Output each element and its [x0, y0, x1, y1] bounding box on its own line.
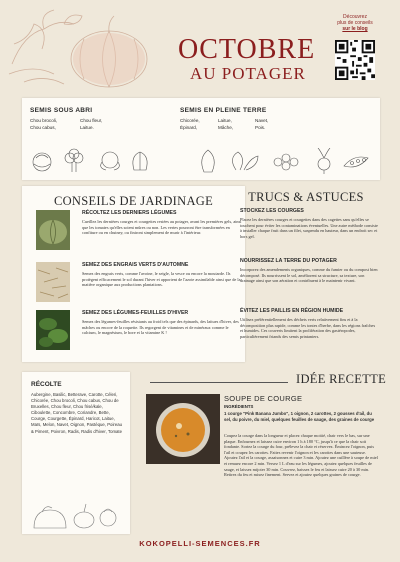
recolte-panel — [22, 372, 130, 534]
recipe-title: SOUPE DE COURGE — [224, 394, 303, 403]
seeds-photo — [36, 262, 70, 302]
semis-abri-col1 — [30, 118, 57, 131]
list-item: Chou cabus, — [30, 124, 56, 130]
semis-pleine-terre-col3 — [255, 118, 268, 131]
soup-photo — [146, 394, 220, 464]
ingredients-label: INGRÉDIENTS — [224, 404, 254, 409]
vegetable-sketches — [28, 148, 374, 174]
tip-title: STOCKEZ LES COURGES — [240, 208, 304, 214]
spinach-photo — [36, 310, 70, 350]
pumpkin-illustration — [4, 4, 164, 92]
pumpkin-photo — [36, 210, 70, 250]
recolte-list: Aubergine, Basilic, Betterave, Carotte, Céleri, Chicorée, Chou brocoli, Chou cabus, Chou de Bruxelles, Chou fleur, Chou frisé/kale, Ciboulette, Concombre, Coriandre, Bette, Courge, Courgette, Épinard, Haricot, Laitue, Maïs, Melon, Navet, Oignon, Pastèque, Poireau & Piment, Poivron, Radis, Radis d'hiver, Tomate — [31, 392, 123, 434]
tip-item — [240, 208, 378, 239]
list-item: Pois. — [255, 124, 266, 130]
tip-text: Placez les dernières courges et courgettes dans des cagettes sans qu'elles se touchent pour éviter les contaminations éventuelles. Une autre méthode consiste à installer chaque fruit dans un filet, suspendu en hauteur, dans un endroit sec et hors gel. — [240, 217, 378, 239]
qr-caption — [330, 14, 380, 32]
list-item: Épinard, — [180, 124, 198, 130]
qr-caption-line: Découvrez — [343, 14, 367, 20]
tip-title: ÉVITEZ LES PAILLIS EN RÉGION HUMIDE — [240, 308, 344, 314]
list-item: Laitue, — [218, 118, 232, 123]
chicory-icon — [202, 150, 215, 172]
advice-text: Semez des légumes-feuilles résistants au froid tels que des épinards, des laitues d'hiver, des mâches ou encore de la roquette. Ils regorgent de vitamines et de minéraux comme le calcium, le magnésium, le bore et la vitamine K ! — [82, 319, 239, 336]
header — [0, 0, 400, 92]
tip-item — [240, 308, 378, 339]
recipe-instructions: Coupez la courge dans la longueur et placez chaque moitié, chair vers le bas, sur une plaque. Enfournez et laissez cuire environ 1 h à 180 °C, jusqu'à ce que la chair soit fondante. Sortez la courge du four, prélevez la chair et réservez. Émincez l'oignon, puis l'ail et coupez les carottes. Faites revenir l'oignon et les carottes dans une sauteuse. Ajoutez l'ail et la courge, assaisonnez et cuire 3 min. Ajoutez une cuillère à soupe de miel et remuez encore 2 min. Versez 1 L d'eau sur les légumes, ajoutez quelques feuilles de sauge, et laissez mijoter 30 min. Couvrez, baissez le feu et laissez cuire 20 à 30 min. Retirez du feu et mixez finement. Servez et ajoutez quelques graines de courge. — [224, 433, 378, 478]
advice-title: SEMEZ DES LÉGUMES-FEUILLES D'HIVER — [82, 310, 189, 316]
page-title: OCTOBRE — [178, 34, 316, 65]
trucs-panel — [232, 186, 380, 362]
harvest-sketch — [30, 500, 122, 530]
semis-panel — [22, 98, 380, 180]
advice-text: Cueillez les dernières courges et courgettes restées au potager, avant les premières gels, ainsi que les tomates qu'elles soient mûres ou non. Les vertes pourront être transformées en confiture ou en chutney, ou finiront simplement de murir à l'intérieur. — [82, 219, 242, 236]
tip-title: NOURRISSEZ LA TERRE DU POTAGER — [240, 258, 337, 264]
advice-title: SEMEZ DES ENGRAIS VERTS D'AUTOMNE — [82, 262, 189, 268]
list-item: Chicorée, — [180, 118, 200, 123]
turnip-icon — [318, 148, 330, 174]
cauliflower-icon — [101, 152, 120, 170]
tip-text: Utilisez préférentiellement des déchets verts relativement fins et à la décomposition plus rapide, comme les tontes d'herbe, dans les régions fraîches et humides. Ces couverts limitent la prolifération des gastéropodes, particulièrement friands des semis printaniers. — [240, 317, 376, 339]
list-item: Chou fleur, — [80, 118, 103, 123]
mache-icon — [274, 154, 298, 170]
divider — [150, 382, 288, 383]
conseils-title: CONSEILS DE JARDINAGE — [53, 194, 214, 208]
qr-code[interactable] — [335, 40, 375, 80]
lettuce-icon — [133, 152, 147, 170]
semis-pleine-terre-col1 — [180, 118, 200, 131]
semis-abri-col2 — [80, 118, 102, 131]
recette-section-title: IDÉE RECETTE — [296, 372, 387, 386]
ingredients-text: 1 courge "Pink Banana Jumbo", 1 oignon, 2 carottes, 2 gousses d'ail, du sel, du poivre, du miel, quelques feuilles de sauge, des graines de courge — [224, 411, 375, 422]
recolte-title: RÉCOLTE — [31, 381, 62, 388]
tip-text: Incorporez des amendements organiques, comme du fumier ou du compost bien décomposé. Ils nourrissent le sol, améliorent sa structure, sa texture, son drainage ainsi que son aération et contribuent à le maintenir vivant. — [240, 267, 378, 284]
list-item: Navet, — [255, 118, 269, 123]
semis-abri-title: SEMIS SOUS ABRI — [30, 107, 93, 114]
trucs-title: TRUCS & ASTUCES — [248, 190, 364, 204]
advice-title: RÉCOLTEZ LES DERNIERS LÉGUMES — [82, 210, 177, 216]
peas-icon — [344, 157, 368, 167]
page-subtitle: AU POTAGER — [190, 64, 306, 83]
broccoli-icon — [65, 149, 83, 172]
tip-item — [240, 258, 378, 284]
footer-link[interactable]: KOKOPELLI-SEMENCES.FR — [139, 539, 261, 548]
semis-pleine-terre-title: SEMIS EN PLEINE TERRE — [180, 107, 267, 114]
advice-text: Semez des engrais verts, comme l'avoine, le seigle, la vesce ou encore la moutarde. Ils protègent efficacement le sol durant l'hiver et apportent de l'azote assimilable ainsi que de la matière organique aux productions plantations. — [82, 271, 241, 288]
list-item: Laitue. — [80, 124, 94, 130]
semis-pleine-terre-col2 — [218, 118, 233, 131]
spinach-icon — [232, 152, 258, 170]
cabbage-icon — [33, 153, 51, 171]
list-item: Chou brocoli, — [30, 118, 58, 123]
blog-link[interactable]: sur le blog — [342, 26, 368, 32]
list-item: Mâche, — [218, 124, 234, 130]
conseils-panel — [22, 186, 245, 362]
qr-caption-line: plus de conseils — [337, 20, 373, 26]
